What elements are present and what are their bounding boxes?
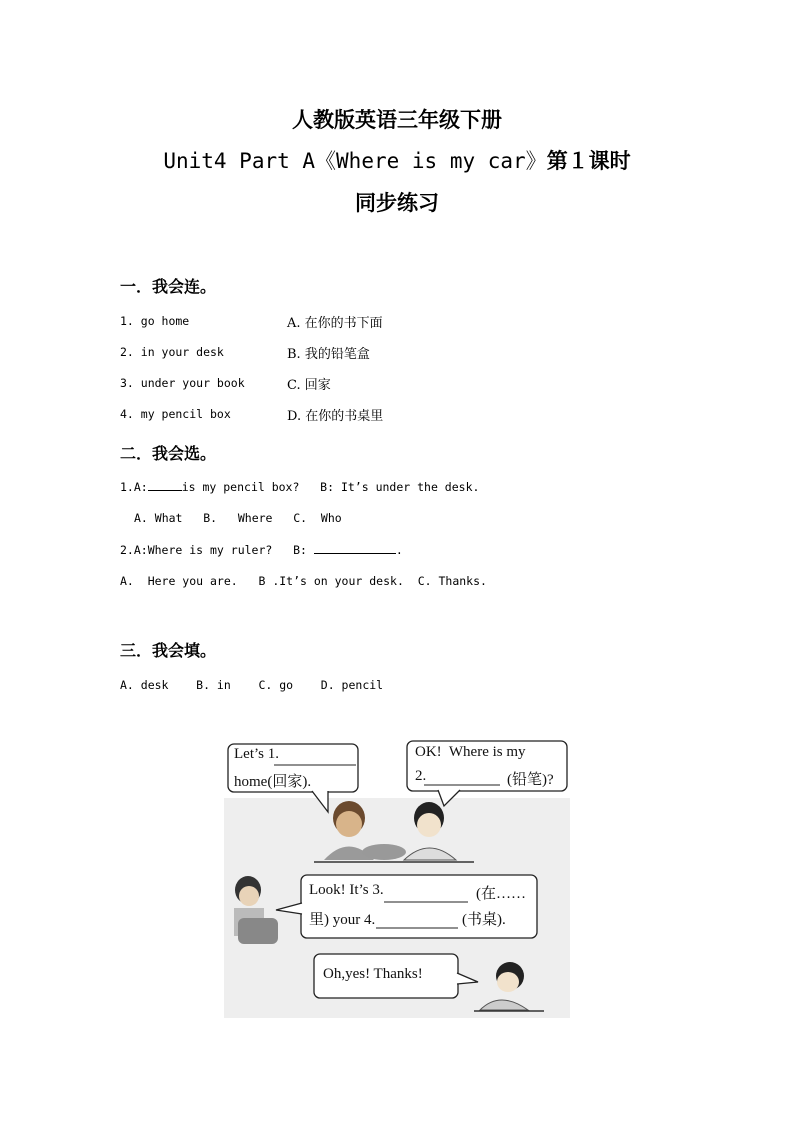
bubble1-line1: Let’s 1. — [234, 746, 279, 762]
match-right-c: C. 回家 — [287, 378, 331, 393]
match-left-3: 3. under your book — [120, 376, 245, 390]
fill-options: A. desk B. in C. go D. pencil — [120, 678, 384, 692]
bubble1-line2: home(回家). — [234, 774, 312, 790]
bubble3-line2a: 里) your 4. — [309, 912, 376, 928]
bubble2-line2a: 2. — [415, 768, 427, 784]
schoolbag-icon — [362, 844, 406, 860]
match-right-b: B. 我的铅笔盒 — [287, 347, 370, 362]
match-left-2: 2. in your desk — [120, 345, 224, 359]
bubble4-text: Oh,yes! Thanks! — [323, 966, 423, 982]
answer-blank[interactable] — [314, 553, 396, 554]
section2-heading: 二．我会选。 — [120, 444, 217, 463]
page-title: 人教版英语三年级下册 — [292, 107, 502, 132]
lesson-title-en: Unit4 Part A《Where is my car》 — [163, 149, 547, 173]
match-right-a: A. 在你的书下面 — [287, 316, 383, 331]
bubble3-line2b: (书桌). — [462, 912, 506, 928]
lesson-title-cn: 第１课时 — [546, 148, 631, 173]
page-subtitle: 同步练习 — [355, 190, 439, 215]
lesson-title — [0, 145, 794, 175]
match-left-1: 1. go home — [120, 314, 190, 328]
answer-blank[interactable] — [148, 490, 182, 491]
bubble3-line1b: (在…… — [476, 886, 526, 902]
section3-heading: 三．我会填。 — [120, 641, 217, 660]
choice-options-2: A. Here you are. B .It’s on your desk. C. Thanks. — [120, 574, 487, 588]
bubble2-line2b: (铅笔)? — [507, 772, 554, 788]
match-left-4: 4. my pencil box — [120, 407, 231, 421]
bubble2-line1: OK! Where is my — [415, 744, 526, 760]
comic-illustration — [224, 738, 570, 1018]
section1-heading: 一．我会连。 — [120, 277, 217, 296]
choice-question-2: 2.A:Where is my ruler? B: . — [120, 543, 403, 557]
choice-options-1: A. What B. Where C. Who — [134, 511, 342, 525]
bubble3-line1a: Look! It’s 3. — [309, 882, 384, 898]
match-right-d: D. 在你的书桌里 — [287, 409, 384, 424]
choice-question-1: 1.A: is my pencil box? B: It’s under the desk. — [120, 480, 480, 494]
schoolbag-icon — [238, 918, 278, 944]
